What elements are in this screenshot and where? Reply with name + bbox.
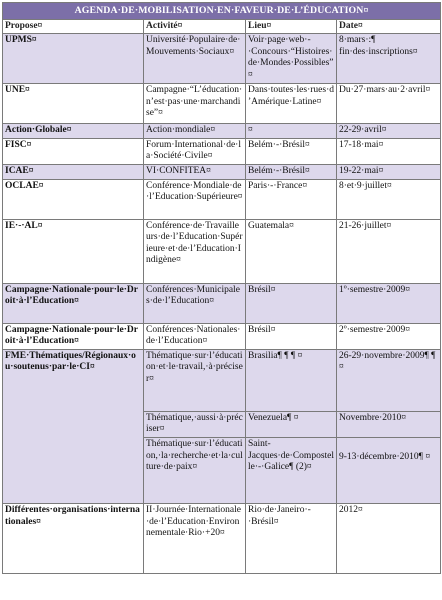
cell-date: 9-13·décembre·2010¶ ¤ <box>337 437 441 503</box>
cell-propose: ICAE¤ <box>3 164 144 179</box>
cell-activite: Campagne·“L’éducation·n’est·pas·une·marchandise”¤ <box>144 84 246 124</box>
table-row <box>3 179 441 219</box>
header-date: Date¤ <box>337 19 441 34</box>
cell-lieu: ¤ <box>246 124 337 139</box>
cell-activite: Thématique·sur·l’éducation,·la·recherche·et·la·culture·de·paix¤ <box>144 437 246 503</box>
agenda-document <box>2 2 440 574</box>
cell-lieu: Saint-Jacques·de·Compostelle·-·Galice¶ (2)¤ <box>246 437 337 503</box>
cell-propose: Action·Globale¤ <box>3 124 144 139</box>
table-row <box>3 503 441 573</box>
cell-date: 8·et·9·juillet¤ <box>337 179 441 219</box>
cell-lieu: Brésil¤ <box>246 283 337 323</box>
cell-propose: FME·Thématiques/Régionaux·ou·soutenus·par·le·CI¤ <box>3 349 144 503</box>
cell-activite: Action·mondiale¤ <box>144 124 246 139</box>
cell-date: 22-29·avril¤ <box>337 124 441 139</box>
cell-date: 21-26·juillet¤ <box>337 219 441 283</box>
table-row <box>3 283 441 323</box>
cell-propose: UNE¤ <box>3 84 144 124</box>
table-row <box>3 124 441 139</box>
cell-activite: VI·CONFITEA¤ <box>144 164 246 179</box>
table-row <box>3 138 441 164</box>
cell-lieu: Rio·de·Janeiro·-·Brésil¤ <box>246 503 337 573</box>
table-title: AGENDA·DE·MOBILISATION·EN·FAVEUR·DE·L’ÉDUCATION¤ <box>3 3 441 20</box>
cell-date: Novembre·2010¤ <box>337 411 441 437</box>
cell-activite: Thématique·sur·l’éducation·et·le·travail,·à·préciser¤ <box>144 349 246 411</box>
agenda-table <box>2 2 441 574</box>
cell-date: 2º·semestre·2009¤ <box>337 323 441 349</box>
cell-propose: Campagne·Nationale·pour·le·Droit·à·l’Education¤ <box>3 323 144 349</box>
cell-propose: FISC¤ <box>3 138 144 164</box>
cell-lieu: Brasilia¶ ¶ ¶ ¤ <box>246 349 337 411</box>
cell-date: 17-18·mai¤ <box>337 138 441 164</box>
cell-activite: II·Journée·Internationale·de·l’Education·Environnementale·Rio·+20¤ <box>144 503 246 573</box>
cell-lieu: Belém·-·Brésil¤ <box>246 164 337 179</box>
table-row <box>3 164 441 179</box>
table-row <box>3 84 441 124</box>
header-propose: Propose¤ <box>3 19 144 34</box>
cell-activite: Conférence·de·Travailleurs·de·l’Education·Supérieure·et·de·l’Education·Indigène¤ <box>144 219 246 283</box>
cell-activite: Conférence·Mondiale·de·l’Education·Supérieure¤ <box>144 179 246 219</box>
cell-date: 19-22·mai¤ <box>337 164 441 179</box>
cell-date: Du·27·mars·au·2·avril¤ <box>337 84 441 124</box>
cell-propose: OCLAE¤ <box>3 179 144 219</box>
cell-activite: Forum·International·de·la·Société·Civile¤ <box>144 138 246 164</box>
cell-propose: Différentes·organisations·internationales¤ <box>3 503 144 573</box>
header-row <box>3 19 441 34</box>
cell-lieu: Venezuela¶ ¤ <box>246 411 337 437</box>
cell-date: 8·mars·:¶ fin·des·inscriptions¤ <box>337 34 441 84</box>
title-row <box>3 3 441 20</box>
cell-date: 1º·semestre·2009¤ <box>337 283 441 323</box>
cell-propose: IE·-·AL¤ <box>3 219 144 283</box>
cell-lieu: Dans·toutes·les·rues·d’Amérique·Latine¤ <box>246 84 337 124</box>
cell-lieu: Brésil¤ <box>246 323 337 349</box>
cell-lieu: Voir·page·web·-·Concours·“Histoires·de·Mondes·Possibles”¤ <box>246 34 337 84</box>
cell-activite: Université·Populaire·de·Mouvements·Sociaux¤ <box>144 34 246 84</box>
cell-date: 26-29·novembre·2009¶ ¶ ¤ <box>337 349 441 411</box>
table-row <box>3 219 441 283</box>
table-row <box>3 34 441 84</box>
cell-activite: Thématique,·aussi·à·préciser¤ <box>144 411 246 437</box>
cell-lieu: Guatemala¤ <box>246 219 337 283</box>
cell-lieu: Paris·-·France¤ <box>246 179 337 219</box>
table-row <box>3 323 441 349</box>
header-activite: Activité¤ <box>144 19 246 34</box>
cell-lieu: Belém·-·Brésil¤ <box>246 138 337 164</box>
cell-propose: Campagne·Nationale·pour·le·Droit·à·l’Education¤ <box>3 283 144 323</box>
table-row <box>3 349 441 411</box>
cell-activite: Conférences·Nationales·de·l’Education¤ <box>144 323 246 349</box>
cell-activite: Conférences·Municipales·de·l’Education¤ <box>144 283 246 323</box>
cell-propose: UPMS¤ <box>3 34 144 84</box>
header-lieu: Lieu¤ <box>246 19 337 34</box>
cell-date: 2012¤ <box>337 503 441 573</box>
